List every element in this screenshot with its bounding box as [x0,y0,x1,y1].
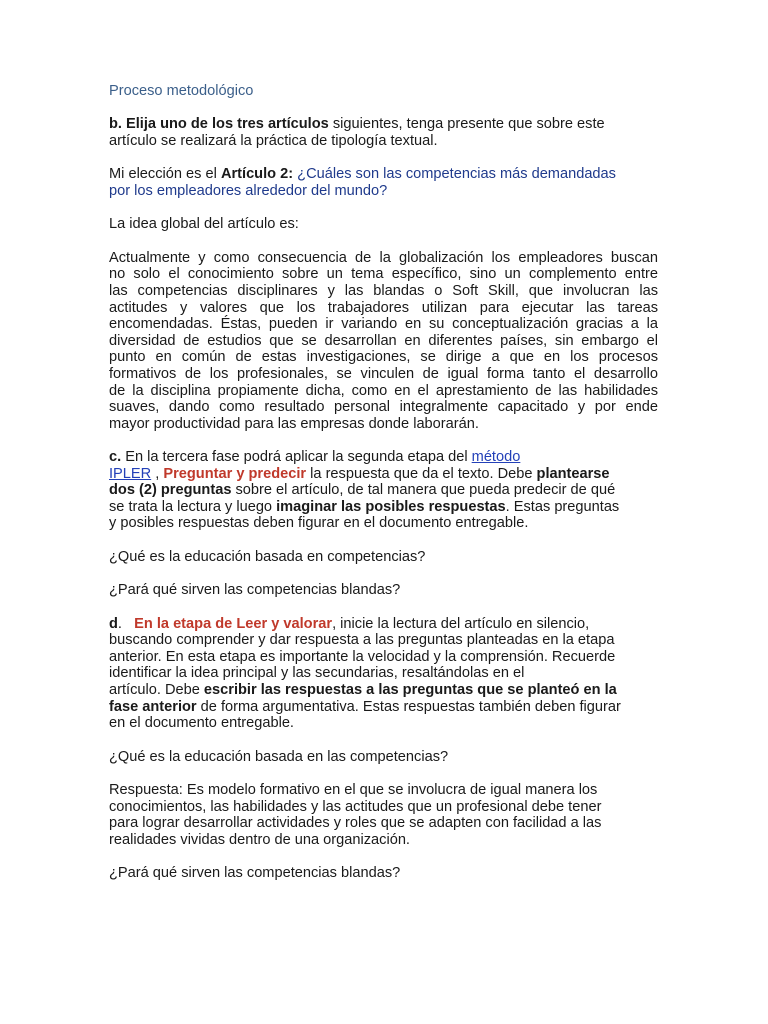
ipler-method-link[interactable]: método [471,449,521,466]
article-label: Artículo 2: [220,166,294,183]
question-4: ¿Pará qué sirven las competencias blandas? [109,865,401,882]
emphasis-text: dos (2) preguntas [109,482,232,499]
comma-text: , [151,465,164,482]
idea-paragraph [109,250,658,433]
emphasis-text: imaginar las posibles respuestas [276,498,506,515]
instruction-d-text-5: artículo. Debe [109,682,204,698]
emphasis-text: fase anterior [109,698,197,715]
instruction-c-text-4: se trata la lectura y luego [109,498,277,515]
instruction-b-text-2: artículo se realizará la práctica de tipología textual. [109,132,438,149]
paragraph-line: no solo el conocimiento sobre un tema específico, sino un complemento entre [109,266,658,283]
instruction-d [109,616,658,732]
paragraph-line: mayor productividad para las empresas donde laborarán. [109,415,479,432]
idea-global-label: La idea global del artículo es: [109,216,299,233]
instruction-c-text-5: . Estas preguntas [505,498,620,515]
question-2: ¿Pará qué sirven las competencias blandas? [109,582,401,599]
instruction-c-text-2: la respuesta que da el texto. Debe [306,465,537,482]
answer-paragraph [109,782,658,848]
instruction-c [109,449,658,532]
answer-line: para lograr desarrollar actividades y roles que se adapten con facilidad a las [109,815,602,832]
instruction-c-text: En la tercera fase podrá aplicar la segunda etapa del [121,449,472,466]
instruction-d-marker: d [109,615,118,632]
instruction-d-text-4: identificar la idea principal y las secundarias, resaltándolas en el [109,665,525,682]
paragraph-line: punto en común de estas investigaciones, se dirige a que en los procesos [109,349,658,366]
answer-line: Respuesta: Es modelo formativo en el que se involucra de igual manera los [109,781,598,798]
stage-name-read: En la etapa de Leer y valorar [134,615,333,632]
emphasis-text: escribir las respuestas a las preguntas que se planteó en la [203,682,617,698]
answer-line: realidades vividas dentro de una organización. [109,831,410,848]
answer-line: conocimientos, las habilidades y las actitudes que un profesional debe tener [109,798,602,815]
stage-name-predict: Preguntar y predecir [163,465,307,482]
instruction-c-text-6: y posibles respuestas deben figurar en el documento entregable. [109,515,529,532]
paragraph-line: las competencias disciplinares y las blandas o Soft Skill, que involucran las [109,282,658,299]
paragraph-line: formativos de los profesionales, se vinculen de igual forma tanto el desarrollo [109,365,658,382]
instruction-d-dot: . [117,615,135,632]
instruction-d-text-2: buscando comprender y dar respuesta a las preguntas planteadas en la etapa [109,632,615,649]
paragraph-line: suaves, dando como resultado personal integralmente capacitado y por ende [109,399,658,416]
article-choice [109,166,658,199]
question-3: ¿Qué es la educación basada en las competencias? [109,748,449,765]
article-question: ¿Cuáles son las competencias más demandadas [293,166,616,183]
question-1: ¿Qué es la educación basada en competencias? [109,548,426,565]
paragraph-line: Actualmente y como consecuencia de la globalización los empleadores buscan [109,249,658,266]
instruction-c-marker: c. [109,449,122,466]
ipler-method-link-2[interactable]: IPLER [109,465,152,482]
paragraph-line: de la disciplina propiamente dicha, como en el aprestamiento de las habilidades [109,382,658,399]
section-heading: Proceso metodológico [109,83,254,99]
instruction-b-text: siguientes, tenga presente que sobre este [328,116,605,133]
instruction-b-marker: b. Elija uno de los tres artículos [109,116,329,133]
instruction-d-text-7: en el documento entregable. [109,715,294,732]
instruction-d-text-3: anterior. En esta etapa es importante la velocidad y la comprensión. Recuerde [109,648,616,665]
paragraph-line: actitudes y valores que los trabajadores utilizan para ejecutar las tareas [109,299,658,316]
instruction-d-text-6: de forma argumentativa. Estas respuestas también deben figurar [196,698,621,715]
paragraph-line: diversidad de estudios que se desarrollan en diferentes países, sin embargo el [109,332,658,349]
instruction-b [109,116,658,149]
paragraph-line: encomendadas. Éstas, pueden ir variando en su conceptualización gracias a la [109,316,658,333]
emphasis-text: plantearse [536,465,610,482]
instruction-c-text-3: sobre el artículo, de tal manera que pueda predecir de qué [231,482,616,499]
article-question-2: por los empleadores alrededor del mundo? [109,182,388,199]
choice-prefix: Mi elección es el [109,166,221,183]
instruction-d-text: , inicie la lectura del artículo en silencio, [332,615,590,632]
